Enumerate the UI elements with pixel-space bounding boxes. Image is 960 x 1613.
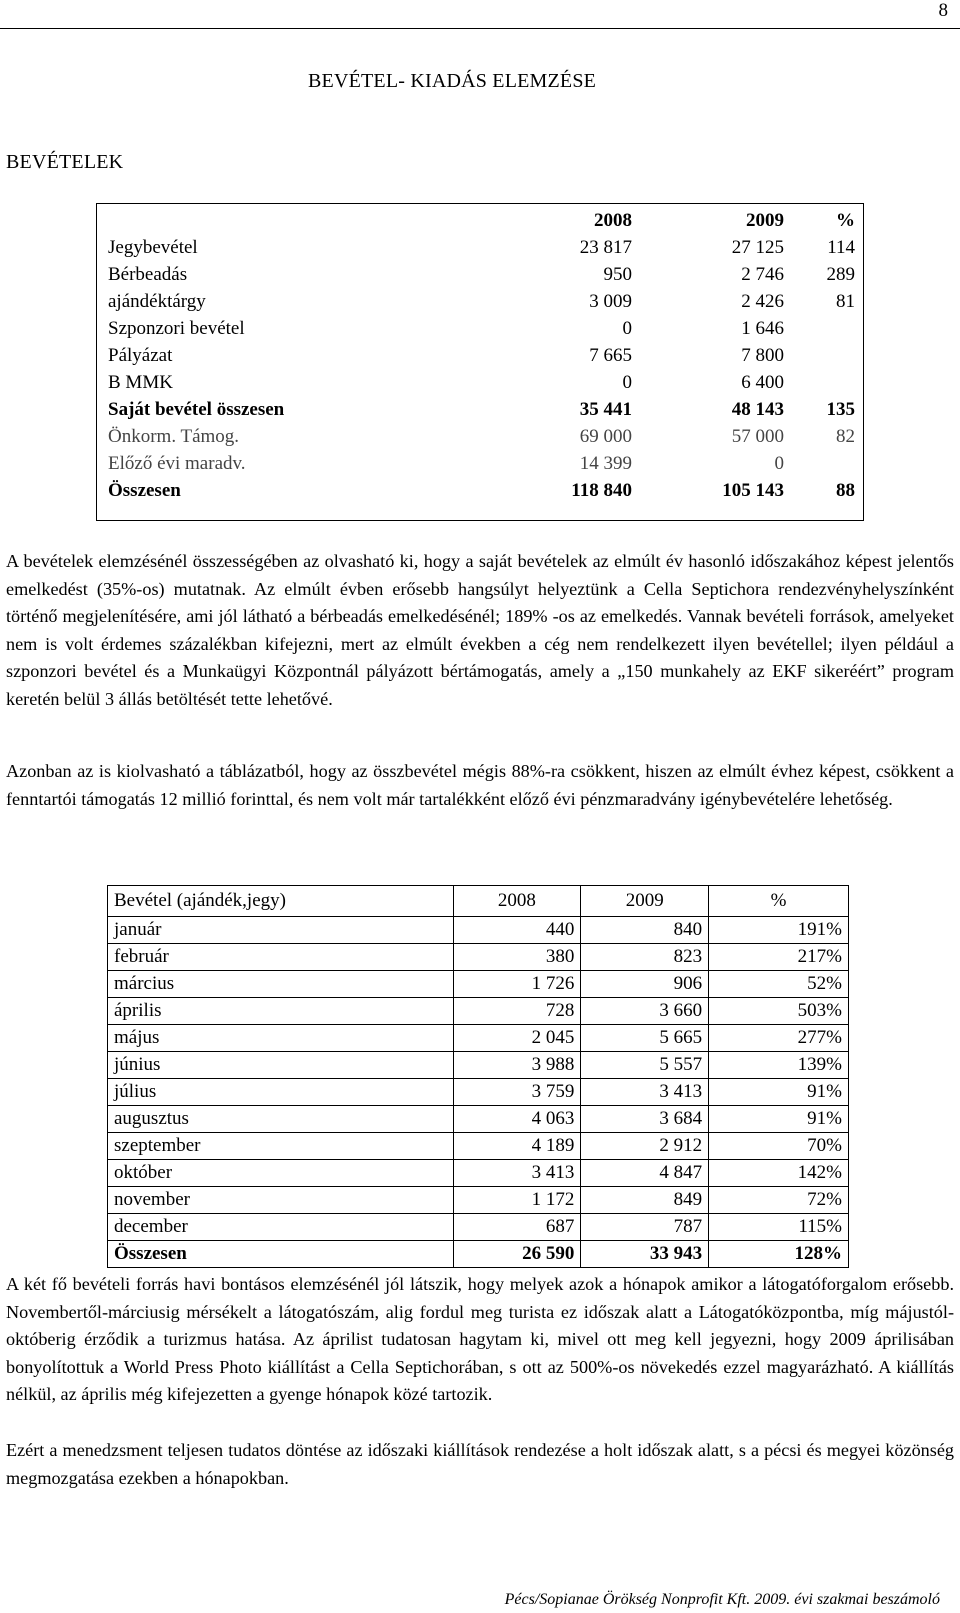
value-2008: 1 726 xyxy=(453,971,581,998)
table-row xyxy=(108,1187,849,1214)
month-label: április xyxy=(108,998,454,1025)
document-title: BEVÉTEL- KIADÁS ELEMZÉSE xyxy=(308,70,597,92)
value-percent: 135 xyxy=(826,399,855,420)
value-percent: 191% xyxy=(709,917,849,944)
value-percent: 70% xyxy=(709,1133,849,1160)
table-row xyxy=(108,998,849,1025)
table-row xyxy=(108,917,849,944)
table-header-row xyxy=(108,886,849,917)
row-label: B MMK xyxy=(108,372,173,393)
value-percent: 142% xyxy=(709,1160,849,1187)
footer: Pécs/Sopianae Örökség Nonprofit Kft. 2009. évi szakmai beszámoló xyxy=(504,1591,940,1608)
value-2008: 687 xyxy=(453,1214,581,1241)
total-row xyxy=(108,1241,849,1268)
value-percent: 115% xyxy=(709,1214,849,1241)
value-2008: 3 009 xyxy=(589,291,632,312)
value-percent: 72% xyxy=(709,1187,849,1214)
value-2008: 4 063 xyxy=(453,1106,581,1133)
header-rule xyxy=(0,28,960,29)
value-2008: 728 xyxy=(453,998,581,1025)
table-row xyxy=(97,342,863,369)
value-2009: 1 646 xyxy=(741,318,784,339)
month-label: december xyxy=(108,1214,454,1241)
paragraph-monthly-analysis: A két fő bevételi forrás havi bontásos elemzésénél jól látszik, hogy melyek azok a hónapok amikor a látogatóforgalom erősebb. Novembertől-márciusig mérsékelt a látogatószám, alig fordul meg turista ez időszak alatt a Látogatóközpontba, míg májustól-októberig érződik a turizmus hatása. Az áprilist tudatosan hagytam ki, mivel ott meg kell jegyezni, hogy 2009 áprilisában bonyolítottuk a World Press Photo kiállítást a Cella Septichorában, s ott az 500%-os növekedés ezzel magyarázható. A kiállítás nélkül, az április még kifejezetten a gyenge hónapok közé tartozik. xyxy=(6,1274,954,1404)
row-label: Pályázat xyxy=(108,345,173,366)
value-2009: 4 847 xyxy=(581,1160,709,1187)
value-2009: 2 746 xyxy=(741,264,784,285)
value-2009: 5 557 xyxy=(581,1052,709,1079)
month-label: május xyxy=(108,1025,454,1052)
value-2009: 840 xyxy=(581,917,709,944)
value-2008: 3 759 xyxy=(453,1079,581,1106)
month-label: február xyxy=(108,944,454,971)
value-2008: 2 045 xyxy=(453,1025,581,1052)
table-row xyxy=(97,477,863,504)
value-2008: 950 xyxy=(603,264,632,285)
table-row xyxy=(108,1160,849,1187)
value-2008: 0 xyxy=(622,318,632,339)
value-percent: 81 xyxy=(836,291,855,312)
section-heading: BEVÉTELEK xyxy=(6,151,124,173)
month-label: január xyxy=(108,917,454,944)
table-row xyxy=(108,1052,849,1079)
month-label: Összesen xyxy=(108,1241,454,1268)
value-percent: 91% xyxy=(709,1079,849,1106)
value-2008: 4 189 xyxy=(453,1133,581,1160)
value-percent: 82 xyxy=(836,426,855,447)
month-label: november xyxy=(108,1187,454,1214)
value-2008: 23 817 xyxy=(579,237,632,258)
value-2008: 1 172 xyxy=(453,1187,581,1214)
month-label: augusztus xyxy=(108,1106,454,1133)
value-2009: 48 143 xyxy=(731,399,784,420)
table-row xyxy=(97,450,863,477)
value-2009: 2 426 xyxy=(741,291,784,312)
header-percent: % xyxy=(709,886,849,917)
value-2009: 3 684 xyxy=(581,1106,709,1133)
value-percent: 289 xyxy=(826,264,855,285)
value-2009: 3 413 xyxy=(581,1079,709,1106)
table-row xyxy=(108,1214,849,1241)
value-2008: 26 590 xyxy=(453,1241,581,1268)
table-row xyxy=(108,1106,849,1133)
row-label: Jegybevétel xyxy=(108,237,198,258)
value-percent: 128% xyxy=(709,1241,849,1268)
value-2009: 57 000 xyxy=(731,426,784,447)
value-2008: 7 665 xyxy=(589,345,632,366)
month-label: március xyxy=(108,971,454,998)
paragraph-management-decision: Ezért a menedzsment teljesen tudatos döntése az időszaki kiállítások rendezése a holt időszak alatt, s a pécsi és megyei közönség megmozgatása ezekben a hónapokban. xyxy=(6,1440,954,1488)
value-percent: 114 xyxy=(827,237,855,258)
header-label: Bevétel (ajándék,jegy) xyxy=(108,886,454,917)
table-header-row xyxy=(97,207,863,234)
table-row xyxy=(108,1133,849,1160)
header-2008: 2008 xyxy=(594,210,632,231)
value-2008: 380 xyxy=(453,944,581,971)
value-2009: 787 xyxy=(581,1214,709,1241)
table-row xyxy=(97,261,863,288)
header-percent: % xyxy=(836,210,855,231)
value-2008: 0 xyxy=(622,372,632,393)
header-2008: 2008 xyxy=(453,886,581,917)
value-2009: 7 800 xyxy=(741,345,784,366)
value-2008: 3 413 xyxy=(453,1160,581,1187)
value-2009: 27 125 xyxy=(731,237,784,258)
row-label: Szponzori bevétel xyxy=(108,318,245,339)
value-2009: 823 xyxy=(581,944,709,971)
table-row xyxy=(97,288,863,315)
value-2009: 3 660 xyxy=(581,998,709,1025)
table-row xyxy=(97,423,863,450)
value-2009: 0 xyxy=(774,453,784,474)
row-label: Bérbeadás xyxy=(108,264,188,285)
table-row xyxy=(97,369,863,396)
value-percent: 277% xyxy=(709,1025,849,1052)
table-row xyxy=(97,315,863,342)
value-percent: 52% xyxy=(709,971,849,998)
value-2009: 2 912 xyxy=(581,1133,709,1160)
page-number: 8 xyxy=(938,0,948,21)
table-row xyxy=(97,396,863,423)
table-row xyxy=(108,944,849,971)
value-2008: 69 000 xyxy=(579,426,632,447)
monthly-revenue-table xyxy=(107,885,849,1268)
row-label: Saját bevétel összesen xyxy=(108,399,285,420)
month-label: június xyxy=(108,1052,454,1079)
month-label: október xyxy=(108,1160,454,1187)
value-2008: 35 441 xyxy=(579,399,632,420)
paragraph-total-decline: Azonban az is kiolvasható a táblázatból, hogy az összbevétel mégis 88%-ra csökkent, hiszen az elmúlt évhez képest, csökkent a fenntartói támogatás 12 millió forinttal, és nem volt már tartalékként előző évi pénzmaradvány igénybevételére lehetőség. xyxy=(6,761,954,809)
row-label: Önkorm. Támog. xyxy=(108,426,240,447)
header-2009: 2009 xyxy=(581,886,709,917)
month-label: szeptember xyxy=(108,1133,454,1160)
table-row xyxy=(108,1025,849,1052)
value-2009: 849 xyxy=(581,1187,709,1214)
value-2008: 118 840 xyxy=(571,480,632,501)
table-row xyxy=(97,234,863,261)
header-2009: 2009 xyxy=(746,210,784,231)
value-percent: 217% xyxy=(709,944,849,971)
table-row xyxy=(108,971,849,998)
value-percent: 88 xyxy=(836,480,855,501)
row-label: Előző évi maradv. xyxy=(108,453,246,474)
value-2009: 105 143 xyxy=(722,480,784,501)
value-2009: 5 665 xyxy=(581,1025,709,1052)
paragraph-revenue-analysis: A bevételek elemzésénél összességében az olvasható ki, hogy a saját bevételek az elmúlt év hasonló időszakához képest jelentős emelkedést (35%-os) mutatnak. Az elmúlt évben erősebb hangsúlyt helyeztünk a Cella Septichora rendezvényhelyszínként történő megjelenítésére, ami jól látható a bérbeadás emelkedésénél; 189% -os az emelkedés. Vannak bevételi források, amelyeket nem is volt érdemes százalékban kifejezni, mert az elmúlt években a cég nem rendelkezett ilyen bevétellel; ilyen például a szponzori bevétel és a Munkaügyi Központnál pályázott bértámogatás, amely a „150 munkahely az EKF sikeréért” program keretén belül 3 állás betöltését tette lehetővé. xyxy=(6,551,954,709)
value-2008: 14 399 xyxy=(579,453,632,474)
value-percent: 91% xyxy=(709,1106,849,1133)
month-label: július xyxy=(108,1079,454,1106)
row-label: ajándéktárgy xyxy=(108,291,206,312)
value-2009: 6 400 xyxy=(741,372,784,393)
revenue-summary-table xyxy=(96,203,864,521)
value-2009: 33 943 xyxy=(581,1241,709,1268)
value-2008: 440 xyxy=(453,917,581,944)
value-percent: 503% xyxy=(709,998,849,1025)
value-2008: 3 988 xyxy=(453,1052,581,1079)
value-percent: 139% xyxy=(709,1052,849,1079)
row-label: Összesen xyxy=(108,480,181,501)
table-row xyxy=(108,1079,849,1106)
value-2009: 906 xyxy=(581,971,709,998)
